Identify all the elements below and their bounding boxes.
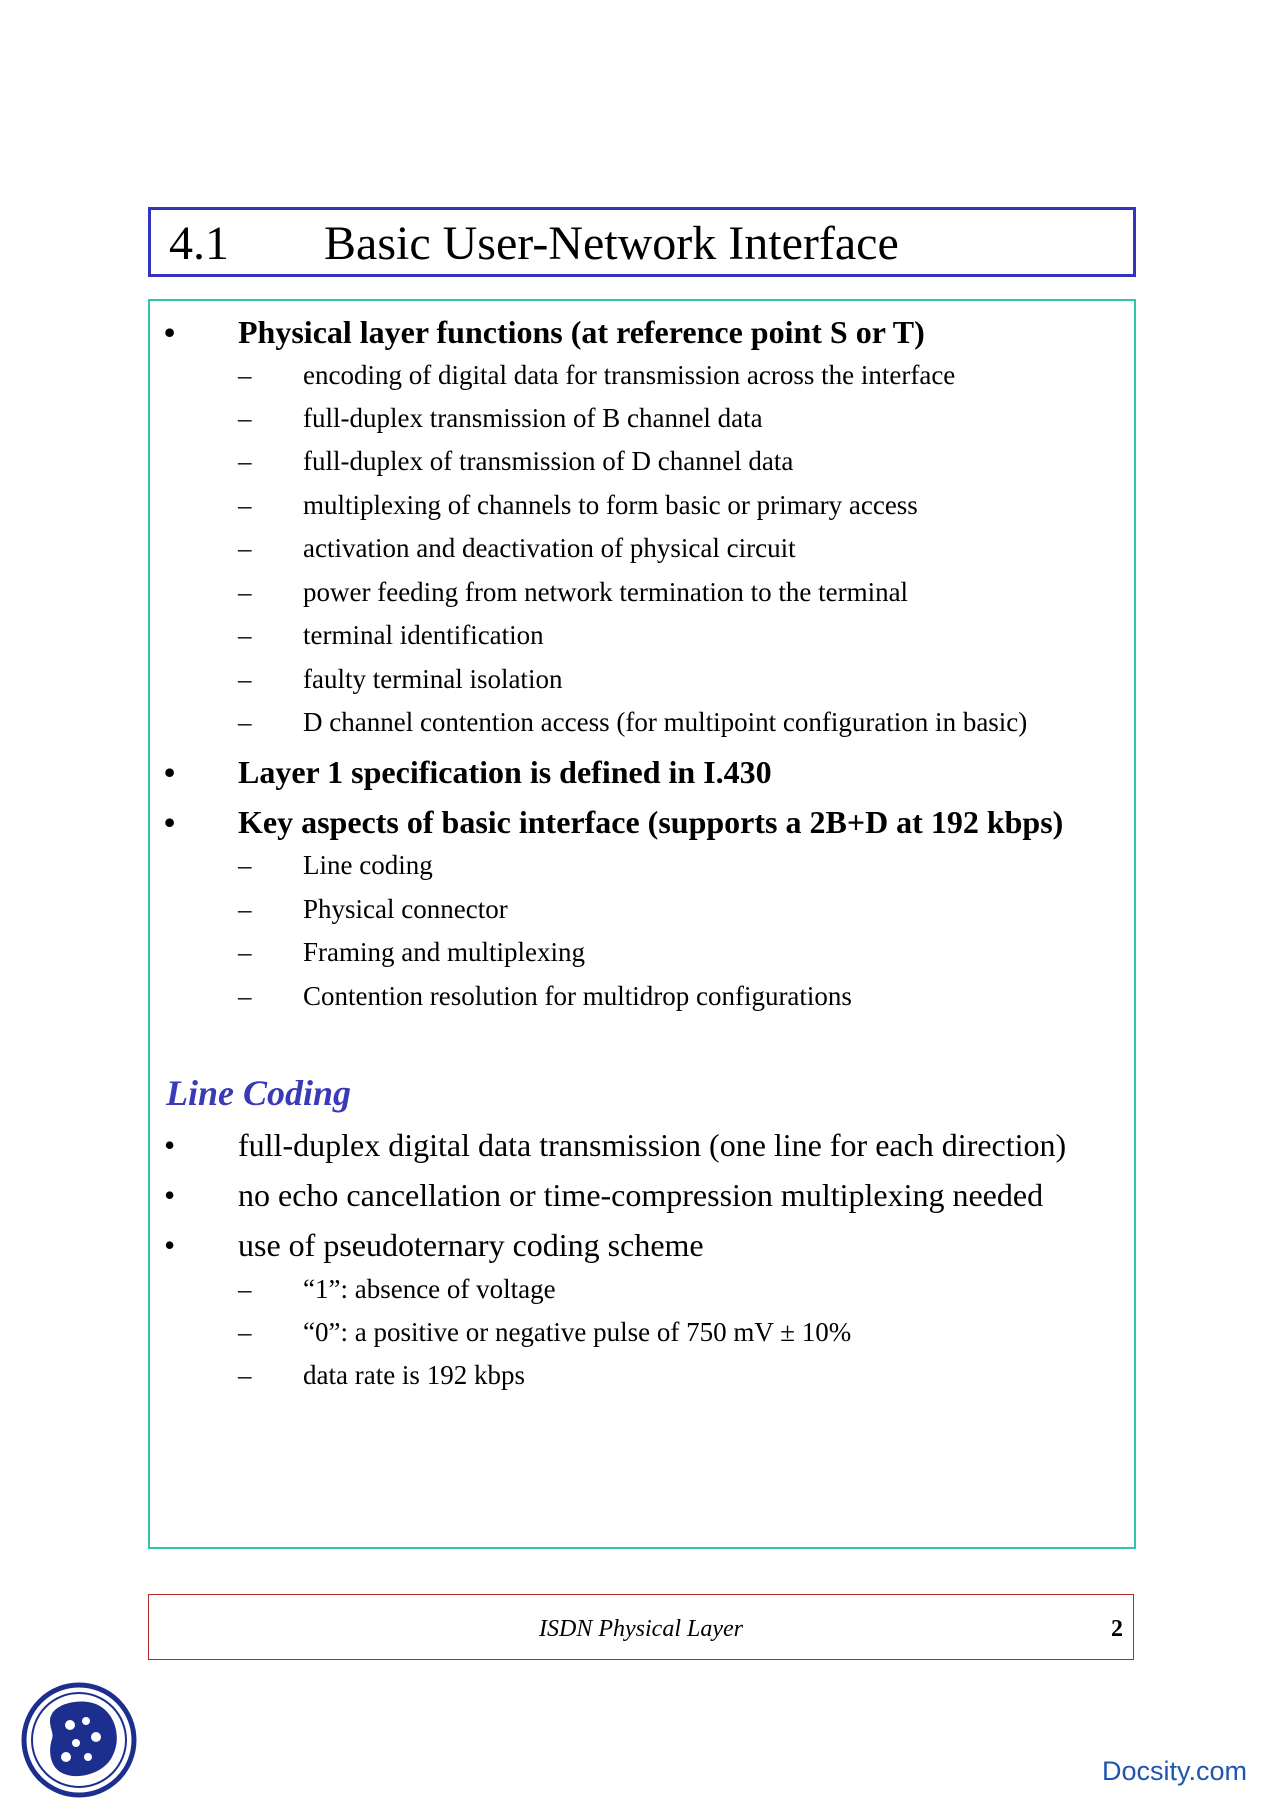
dash-icon: – [238,894,252,924]
bullet-icon: • [164,314,176,350]
bullet-text: Key aspects of basic interface (supports a 2B+D at 192 kbps) [238,804,1064,840]
page-number: 2 [1111,1616,1123,1642]
sub-item-text: Framing and multiplexing [303,937,585,967]
sub-item-text: full-duplex transmission of B channel data [303,403,763,433]
sub-item-text: terminal identification [303,620,544,650]
sub-item-text: data rate is 192 kbps [303,1360,525,1390]
docsity-logo-icon [20,1681,138,1799]
bullet-text: full-duplex digital data transmission (one line for each direction) [238,1127,1067,1163]
dash-icon: – [238,620,252,650]
sub-item-text: “0”: a positive or negative pulse of 750 mV ± 10% [303,1317,852,1347]
section-number: 4.1 [169,217,229,270]
sub-item-text: multiplexing of channels to form basic or primary access [303,490,918,520]
footer-title: ISDN Physical Layer [539,1616,743,1642]
sub-item-text: D channel contention access (for multipoint configuration in basic) [303,707,1028,737]
content-box [148,299,1136,1549]
bullet-text: Layer 1 specification is defined in I.430 [238,754,772,790]
docsity-brand-link[interactable]: Docsity.com [1102,1756,1248,1786]
dash-icon: – [238,446,252,476]
bullet-text: no echo cancellation or time-compression multiplexing needed [238,1177,1044,1213]
dash-icon: – [238,403,252,433]
bullet-icon: • [164,754,176,790]
dash-icon: – [238,981,252,1011]
sub-item-text: power feeding from network termination to the terminal [303,577,909,607]
bullet-icon: • [164,1177,176,1213]
sub-item-text: Contention resolution for multidrop configurations [303,981,852,1011]
sub-item-text: faulty terminal isolation [303,664,563,694]
slide-title-box [148,207,1136,277]
bullet-icon: • [164,1127,176,1163]
dash-icon: – [238,1317,252,1347]
dash-icon: – [238,533,252,563]
footer [148,1594,1134,1660]
sub-item-text: “1”: absence of voltage [303,1274,556,1304]
bullet-text: use of pseudoternary coding scheme [238,1227,704,1263]
dash-icon: – [238,850,252,880]
bullet-icon: • [164,804,176,840]
sub-item-text: Physical connector [303,894,508,924]
bullet-text: Physical layer functions (at reference point S or T) [238,314,925,350]
sub-item-text: full-duplex of transmission of D channel data [303,446,794,476]
section-title-line-coding: Line Coding [166,1073,352,1113]
sub-item-text: Line coding [303,850,433,880]
slide-title: Basic User-Network Interface [324,217,899,270]
dash-icon: – [238,664,252,694]
sub-item-text: encoding of digital data for transmission across the interface [303,360,956,390]
dash-icon: – [238,1274,252,1304]
dash-icon: – [238,490,252,520]
dash-icon: – [238,360,252,390]
dash-icon: – [238,577,252,607]
dash-icon: – [238,937,252,967]
dash-icon: – [238,1360,252,1390]
dash-icon: – [238,707,252,737]
sub-item-text: activation and deactivation of physical circuit [303,533,796,563]
bullet-icon: • [164,1227,176,1263]
